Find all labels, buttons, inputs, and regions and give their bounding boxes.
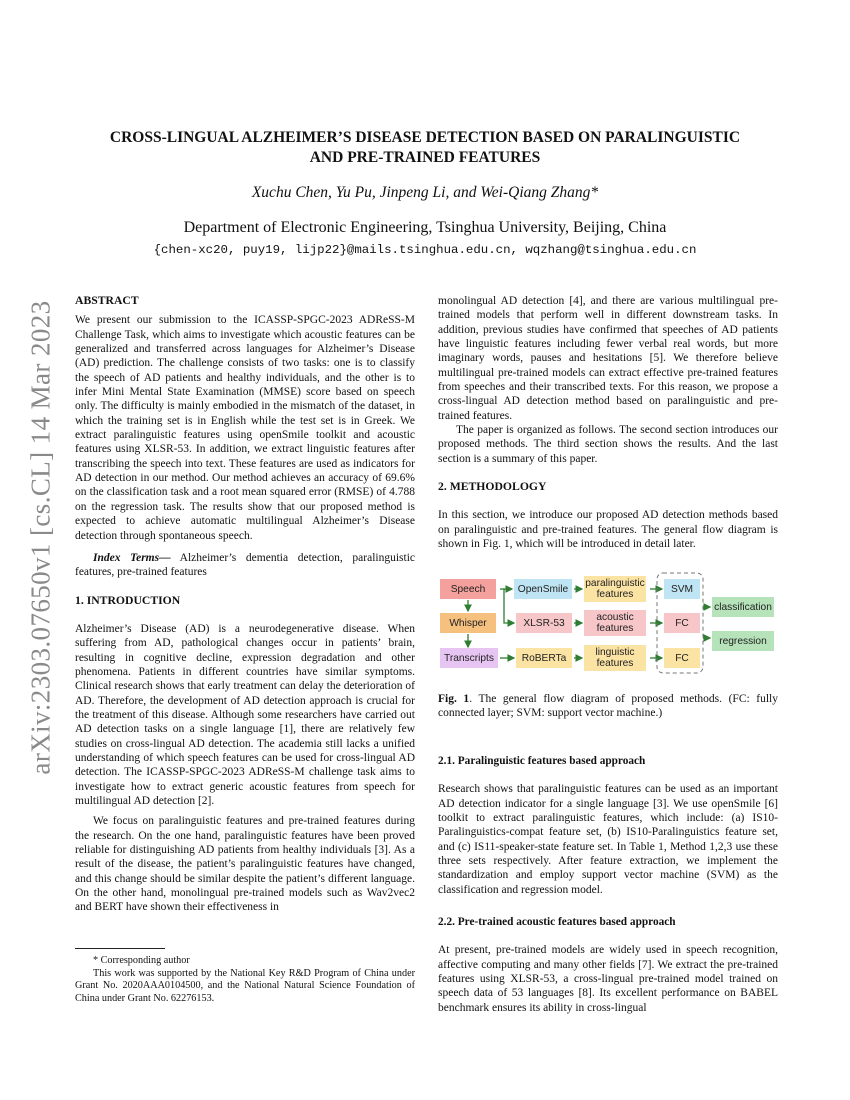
arxiv-watermark — [16, 292, 66, 782]
emails: {chen-xc20, puy19, lijp22}@mails.tsinghua.edu.cn, wqzhang@tsinghua.edu.cn — [153, 243, 697, 257]
right-column — [438, 294, 778, 552]
node-linguistic-features: linguistic features — [584, 645, 646, 671]
node-roberta: RoBERTa — [516, 648, 572, 668]
methodology-heading: 2. METHODOLOGY — [438, 480, 547, 494]
title-line-2: AND PRE-TRAINED FEATURES — [309, 149, 541, 166]
intro-heading: 1. INTRODUCTION — [75, 593, 181, 607]
figure-1-caption — [438, 692, 778, 721]
node-fc-linguistic: FC — [664, 648, 700, 668]
arrow-speech-xlsr — [504, 589, 514, 623]
footnote-rule — [75, 948, 165, 949]
methodology-paragraph: In this section, we introduce our proposed AD detection methods based on paralinguistic and pre-trained features. The general flow diagram is shown in Fig. 1, which will be introduced in detail later. — [438, 509, 778, 551]
paper-title — [70, 128, 780, 168]
authors: Xuchu Chen, Yu Pu, Jinpeng Li, and Wei-Qiang Zhang* — [251, 184, 599, 201]
footnote-corresponding: * Corresponding author — [93, 955, 190, 966]
node-fc-acoustic: FC — [664, 613, 700, 633]
figure-1-flow-diagram — [438, 572, 780, 678]
section-2-1-paragraph: Research shows that paralinguistic features can be used as an important AD detection indicator for a single language [3]. We use openSmile [6] toolkit to extract paralinguistic features, which include: (a) IS10-Paralinguistics-compat feature set, (b) IS10-Paralinguistics feature set, and (c) IS11-speaker-state feature set. In Table 1, Method 1,2,3 use these three sets respectively. After feature extraction, we implement the standardization and employ support vector machine (SVM) as the classification and regression model. — [438, 783, 778, 896]
caption-label: Fig. 1 — [438, 693, 470, 705]
section-2-2-paragraph: At present, pre-trained models are widely used in speech recognition, affective computing and many other fields [7]. We extract the pre-trained features using XLSR-53, a cross-lingual pre-trained model trained on speech data of 53 languages [8]. Its excellent performance on BABEL benchmark ensures its ability in cross-lingual — [438, 944, 778, 1014]
abstract-text: We present our submission to the ICASSP-SPGC-2023 ADReSS-M Challenge Task, which aims to investigate which acoustic features can be generalized and transferred across languages for Alzheimer’s Disease (AD) prediction. The challenge consists of two tasks: one is to classify the speech of AD patients and healthy individuals, and the other is to infer Mini Mental State Examination (MMSE) score based on speech only. The difficulty is mainly embodied in the mismatch of the dataset, in which the training set is in English while the test set is in Greek. We extract paralinguistic features using openSmile toolkit and acoustic features using XLSR-53. In addition, we extract linguistic features after transcribing the speech into text. These features are used as indicators for AD detection in our method. Our method achieves an accuracy of 69.6% on the classification task and a root mean squared error (RMSE) of 4.788 on the regression task. The results show that our proposed method is expected to achieve automatic multilingual Alzheimer’s Disease detection through spontaneous speech. — [75, 314, 415, 542]
footnotes — [75, 948, 415, 1005]
node-svm: SVM — [664, 579, 700, 599]
index-terms-text: Alzheimer’s dementia detection, paralinguistic features, pre-trained features — [75, 551, 415, 579]
node-acoustic-features: acoustic features — [584, 610, 646, 636]
affiliation: Department of Electronic Engineering, Tsinghua University, Beijing, China — [183, 219, 667, 236]
node-xlsr53: XLSR-53 — [516, 613, 572, 633]
index-terms — [75, 551, 415, 580]
node-regression: regression — [712, 631, 774, 651]
section-2-1 — [438, 754, 778, 1015]
intro-paragraph-3: The paper is organized as follows. The second section introduces our proposed methods. The third section shows the results. And the last section is a summary of this paper. — [438, 424, 778, 465]
intro-paragraph-2: We focus on paralinguistic features and pre-trained features during the research. On the one hand, paralinguistic features have been proved reliable for distinguishing AD patients from healthy individuals [3]. As a result of the disease, the patient’s paralinguistic features have changed, and this change should be similar despite the patient’s different language. On the other hand, monolingual pre-trained models such as Wav2vec2 and BERT have shown their effectiveness in — [75, 815, 415, 914]
index-terms-label: Index Terms— — [93, 551, 171, 564]
node-paralinguistic-features: paralinguistic features — [585, 578, 645, 600]
node-speech: Speech — [440, 579, 496, 599]
section-2-2-heading: 2.2. Pre-trained acoustic features based approach — [438, 916, 676, 929]
node-whisper: Whisper — [440, 613, 496, 633]
node-transcripts: Transcripts — [440, 648, 498, 668]
section-2-1-heading: 2.1. Paralinguistic features based approach — [438, 755, 646, 767]
intro-paragraph-1: Alzheimer’s Disease (AD) is a neurodegenerative disease. When suffering from AD, pathological changes occur in patients’ brain, resulting in cognitive decline, expression degradation and other phenomena. Patients in different countries have similar symptoms. Clinical research shows that early treatment can delay the deterioration of AD. Therefore, the development of AD detection approach is crucial for the treatment of this disease. Although some researchers have carried out AD detection tasks on a single language [1], there are relatively few studies on cross-lingual AD detection. The academia still lacks a unified understanding of which speech features can be used for cross-lingual AD detection. The ICASSP-SPGC-2023 ADReSS-M challenge task aims to investigate how to extract generic acoustic features from speech for multilingual AD detection [2]. — [75, 622, 415, 807]
caption-text: . The general flow diagram of proposed methods. (FC: fully connected layer; SVM: support vector machine.) — [438, 693, 778, 720]
arxiv-id: arXiv:2303.07650v1 [cs.CL] 14 Mar 2023 — [25, 299, 56, 775]
node-opensmile: OpenSmile — [514, 579, 572, 599]
footnote-funding: This work was supported by the National Key R&D Program of China under Grant No. 2020AAA0104500, and the National Natural Science Foundation of China under Grant No. 62276153. — [75, 967, 415, 1004]
node-classification: classification — [712, 597, 774, 617]
title-line-1: CROSS-LINGUAL ALZHEIMER’S DISEASE DETECTION BASED ON PARALINGUISTIC — [109, 129, 741, 146]
abstract-heading: ABSTRACT — [75, 294, 139, 307]
left-column — [75, 294, 415, 915]
intro-paragraph-2-continued: monolingual AD detection [4], and there are various multilingual pre-trained models that perform well in different downstream tasks. In addition, previous studies have confirmed that speeches of AD patients have linguistic features including fewer verbal real words, but more imaginary words, pauses and hesitations [5]. We therefore believe multilingual pre-trained models can extract effective pre-trained features from speeches and their transcribed texts. For this reason, we propose a cross-lingual AD detection method based on paralinguistic and pre-trained features. — [438, 295, 778, 422]
